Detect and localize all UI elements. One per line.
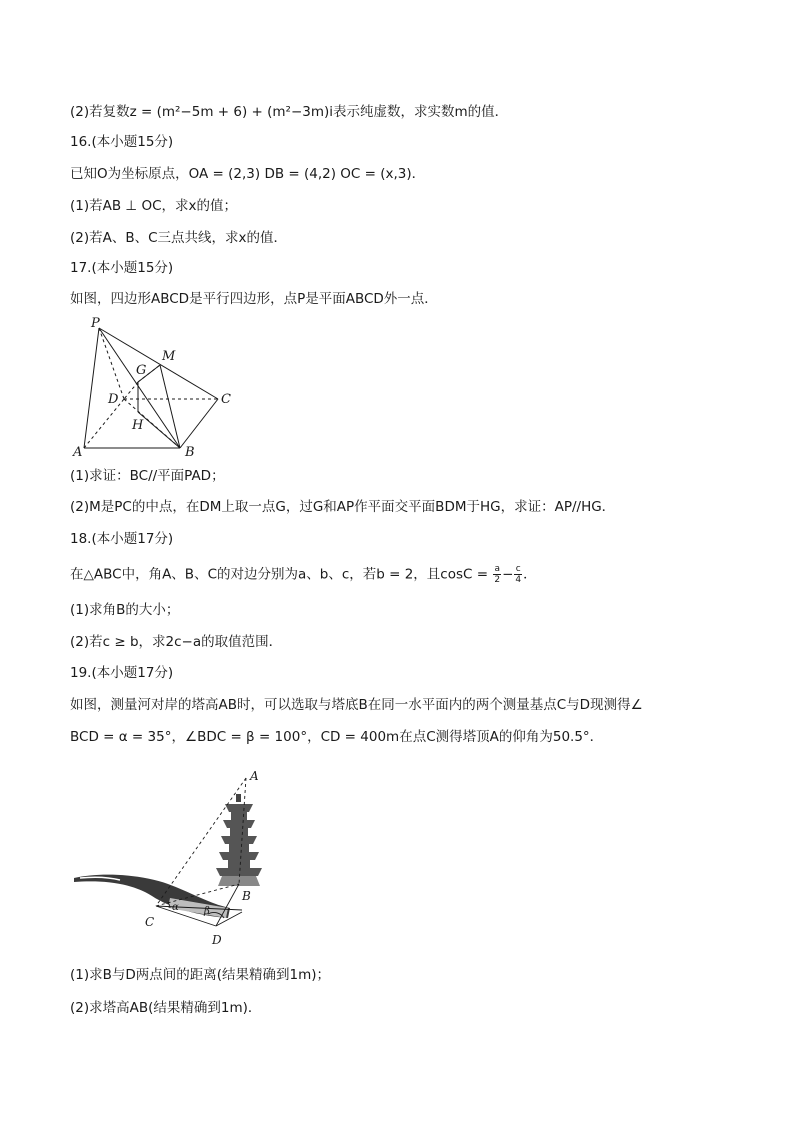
- fraction-a-over-2: [493, 564, 501, 585]
- q16-header: 16.(本小题15分): [70, 134, 174, 150]
- q17-pyramid-figure: [70, 312, 240, 460]
- q17-part2: (2)M是PC的中点，在DM上取一点G，过G和AP作平面交平面BDM于HG，求证：AP//HG．: [70, 499, 616, 515]
- label-P: P: [91, 316, 100, 331]
- frac-numerator: c: [515, 564, 521, 574]
- q19-stem-2: BCD = α = 35°，∠BDC = β = 100°，CD = 400m在点C测得塔顶A的仰角为50.5°．: [70, 729, 604, 745]
- q18-stem: [70, 564, 537, 585]
- q19-stem-1: 如图，测量河对岸的塔高AB时，可以选取与塔底B在同一水平面内的两个测量基点C与D现测得∠: [70, 697, 643, 713]
- label-D: D: [212, 933, 222, 947]
- label-C: C: [145, 915, 155, 929]
- q18-part1: (1)求角B的大小；: [70, 602, 180, 618]
- q16-part1: (1)若AB ⊥ OC，求x的值；: [70, 198, 238, 214]
- label-beta: β: [204, 906, 210, 917]
- pagoda-icon: [216, 794, 262, 886]
- q18-stem-end: ．: [523, 566, 537, 583]
- label-alpha: α: [172, 902, 179, 913]
- label-B: B: [242, 889, 251, 903]
- label-B: B: [185, 445, 195, 460]
- q19-part1: (1)求B与D两点间的距离(结果精确到1m)；: [70, 967, 331, 983]
- q17-header: 17.(本小题15分): [70, 260, 174, 276]
- frac-denominator: 2: [494, 575, 501, 585]
- q17-part1: (1)求证：BC//平面PAD；: [70, 468, 225, 484]
- label-A: A: [250, 769, 259, 783]
- q15-part2: (2)若复数z = (m²−5m + 6) + (m²−3m)i表示纯虚数，求实数m的值．: [70, 104, 509, 120]
- label-D: D: [108, 392, 119, 407]
- fraction-c-over-4: [514, 564, 522, 585]
- label-A: A: [73, 445, 83, 460]
- q16-part2: (2)若A、B、C三点共线，求x的值．: [70, 230, 288, 246]
- frac-denominator: 4: [515, 575, 522, 585]
- q19-tower-figure: [70, 768, 270, 950]
- q18-stem-text: 在△ABC中，角A、B、C的对边分别为a、b、c，若b = 2，且cosC =: [70, 566, 489, 583]
- label-H: H: [132, 418, 144, 433]
- q18-header: 18.(本小题17分): [70, 531, 174, 547]
- q18-part2: (2)若c ≥ b，求2c−a的取值范围．: [70, 634, 283, 650]
- q16-stem: 已知O为坐标原点，OA = (2,3) DB = (4,2) OC = (x,3)．: [70, 166, 426, 182]
- label-C: C: [221, 392, 231, 407]
- label-M: M: [162, 349, 176, 364]
- label-G: G: [136, 363, 147, 378]
- frac-numerator: a: [494, 564, 500, 574]
- q19-part2: (2)求塔高AB(结果精确到1m)．: [70, 1000, 262, 1016]
- minus-sign: −: [502, 566, 514, 583]
- q19-header: 19.(本小题17分): [70, 665, 174, 681]
- q17-stem: 如图，四边形ABCD是平行四边形，点P是平面ABCD外一点．: [70, 291, 438, 307]
